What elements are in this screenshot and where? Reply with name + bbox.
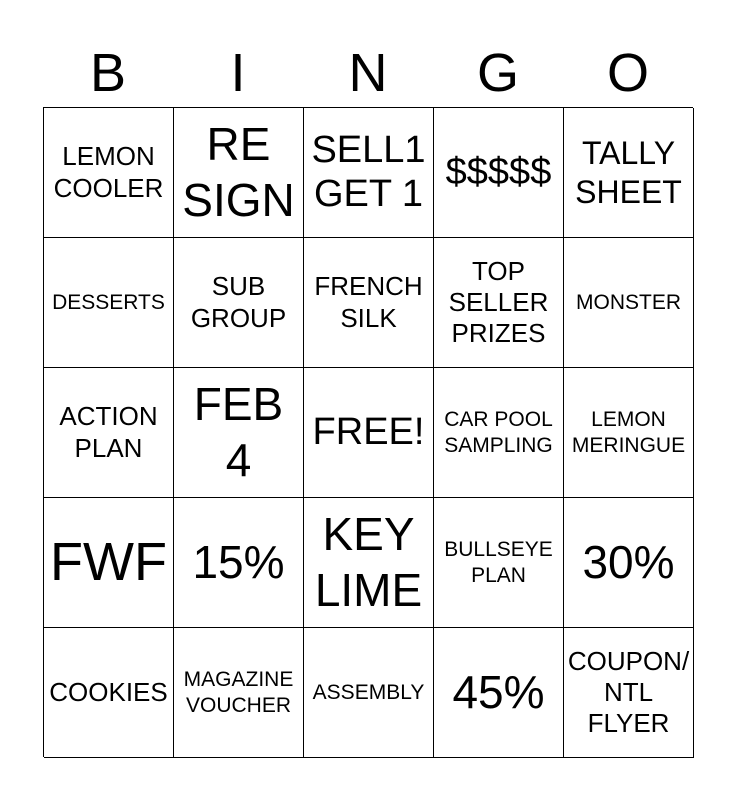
- cell-label: FRENCH SILK: [314, 271, 423, 333]
- bingo-cell-r4-c4[interactable]: [434, 498, 564, 628]
- bingo-cell-r2-c4[interactable]: [434, 238, 564, 368]
- header-letter-o: O: [606, 43, 649, 103]
- cell-label: 15%: [192, 535, 285, 588]
- cell-label: ACTION PLAN: [59, 401, 158, 463]
- header-letter-b: B: [89, 43, 127, 103]
- cell-label: MONSTER: [576, 290, 681, 314]
- cell-label: DESSERTS: [52, 290, 165, 314]
- bingo-cell-r1-c1[interactable]: [44, 108, 174, 238]
- cell-label: ASSEMBLY: [312, 680, 425, 704]
- bingo-board: [43, 107, 693, 757]
- bingo-header: [43, 40, 693, 106]
- bingo-cell-r4-c5[interactable]: [564, 498, 694, 628]
- header-letter-g: G: [476, 43, 519, 103]
- cell-label: COOKIES: [49, 676, 168, 707]
- cell-label: RE SIGN: [182, 118, 295, 226]
- cell-label: CAR POOL SAMPLING: [444, 408, 553, 457]
- bingo-cell-r1-c2[interactable]: [174, 108, 304, 238]
- bingo-cell-r5-c2[interactable]: [174, 628, 304, 758]
- cell-label: 45%: [452, 665, 545, 718]
- cell-label: FEB 4: [193, 378, 284, 486]
- bingo-cell-r1-c4[interactable]: [434, 108, 564, 238]
- bingo-cell-r3-c1[interactable]: [44, 368, 174, 498]
- bingo-cell-r3-c4[interactable]: [434, 368, 564, 498]
- bingo-cell-r2-c2[interactable]: [174, 238, 304, 368]
- bingo-cell-r1-c5[interactable]: [564, 108, 694, 238]
- bingo-cell-r3-c3[interactable]: [304, 368, 434, 498]
- header-letter-n: N: [348, 43, 388, 103]
- cell-label: SELL1 GET 1: [311, 128, 426, 215]
- cell-label: SUB GROUP: [190, 271, 287, 333]
- cell-label: LEMON COOLER: [53, 141, 164, 203]
- cell-label: COUPON/ NTL FLYER: [567, 645, 690, 739]
- bingo-cell-r4-c1[interactable]: [44, 498, 174, 628]
- bingo-cell-r3-c5[interactable]: [564, 368, 694, 498]
- bingo-cell-r5-c3[interactable]: [304, 628, 434, 758]
- bingo-cell-r2-c1[interactable]: [44, 238, 174, 368]
- bingo-cell-r1-c3[interactable]: [304, 108, 434, 238]
- bingo-cell-r5-c4[interactable]: [434, 628, 564, 758]
- cell-label: 30%: [582, 535, 675, 588]
- bingo-cell-r2-c3[interactable]: [304, 238, 434, 368]
- bingo-cell-r2-c5[interactable]: [564, 238, 694, 368]
- cell-label: FREE!: [312, 410, 425, 453]
- bingo-cell-r5-c5[interactable]: [564, 628, 694, 758]
- bingo-cell-r4-c3[interactable]: [304, 498, 434, 628]
- cell-label: KEY LIME: [314, 508, 423, 616]
- header-letter-i: I: [230, 43, 246, 103]
- cell-label: MAGAZINE VOUCHER: [183, 668, 294, 717]
- cell-label: BULLSEYE PLAN: [444, 538, 553, 587]
- bingo-cell-r3-c2[interactable]: [174, 368, 304, 498]
- bingo-cell-r4-c2[interactable]: [174, 498, 304, 628]
- bingo-cell-r5-c1[interactable]: [44, 628, 174, 758]
- cell-label: $$$$$: [445, 150, 552, 193]
- cell-label: LEMON MERINGUE: [571, 408, 686, 457]
- cell-label: TALLY SHEET: [575, 135, 682, 210]
- cell-label: FWF: [50, 532, 167, 593]
- cell-label: TOP SELLER PRIZES: [448, 255, 549, 349]
